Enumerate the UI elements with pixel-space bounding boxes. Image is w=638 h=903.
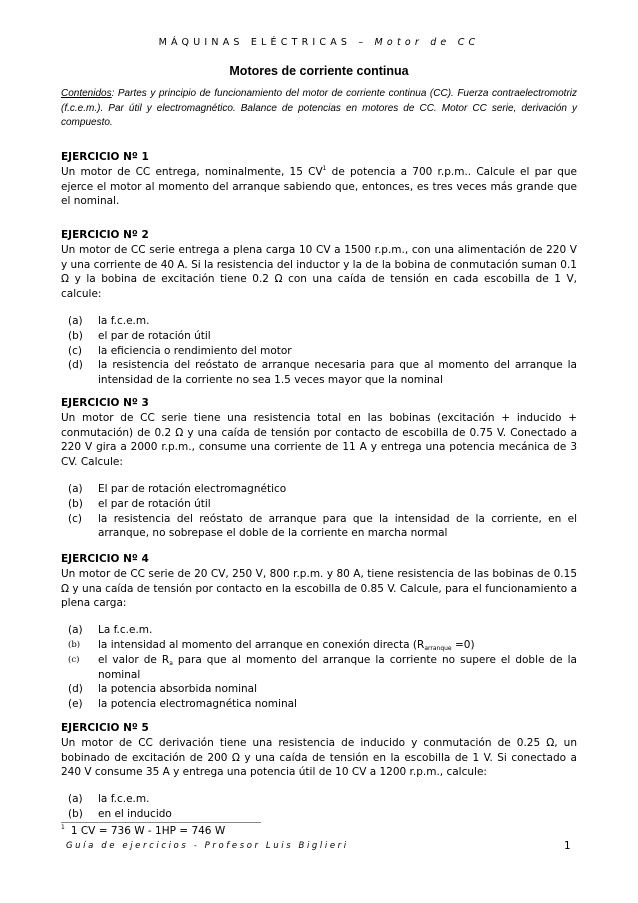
footnote-ref: 1 (322, 164, 327, 172)
item-subscript: arranque (424, 644, 452, 652)
item-text: el par de rotación útil (98, 329, 211, 342)
item-text: la f.c.e.m. (98, 793, 150, 806)
exercise-4-text: Un motor de CC serie de 20 CV, 250 V, 800 r.p.m. y 80 A, tiene resistencia de las bobinas de 0.15 Ω y una caída de tensión por contacto en la escobilla de 0.85 V. Calcule, para el funcionamiento a plena carga: (61, 567, 577, 610)
list-item (68, 638, 577, 653)
exercise-5-title: EJERCICIO Nº 5 (61, 722, 149, 734)
page-header (0, 37, 638, 48)
exercise-5-text: Un motor de CC derivación tiene una resistencia de inducido y conmutación de 0.25 Ω, un bobinado de excitación de 200 Ω y una caída de tensión en la escobilla de 1 V. Si conectado a 240 V consume 35 A y entrega una potencia útil de 10 CV a 1200 r.p.m., calcule: (61, 736, 577, 779)
list-item (68, 653, 577, 683)
footnote-mark: 1 (61, 824, 65, 831)
item-marker: (b) (68, 807, 83, 820)
item-text: la intensidad al momento del arranque en conexión directa (R (98, 638, 425, 651)
footer-guide: Guía de ejercicios - Profesor Luis Biglieri (66, 841, 349, 851)
item-text: la potencia electromagnética nominal (98, 698, 297, 711)
exercise-2 (61, 228, 577, 388)
item-text: la f.c.e.m. (98, 314, 150, 327)
exercise-2-text: Un motor de CC serie entrega a plena carga 10 CV a 1500 r.p.m., con una alimentación de 220 V y una corriente de 40 A. Si la resistencia del inductor y la de la bobina de conmutación suman 0.1 Ω y la bobina de excitación tiene 0.2 Ω con una caída de tensión en cada escobilla de 1 V, calcule: (61, 243, 577, 301)
footnote-text: 1 CV = 736 W - 1HP = 746 W (70, 825, 226, 837)
exercise-5 (61, 721, 577, 822)
list-item (68, 344, 577, 359)
item-text: la resistencia del reóstato de arranque necesaria para que al momento del arranque la intensidad de la corriente no sea 1.5 veces mayor que la nominal (98, 359, 577, 387)
item-marker: (a) (68, 793, 83, 806)
item-text: la potencia absorbida nominal (98, 683, 258, 696)
list-item (68, 512, 577, 542)
exercise-4 (61, 552, 577, 712)
page-number: 1 (564, 840, 571, 852)
exercise-1 (61, 150, 577, 209)
footnote (61, 824, 225, 837)
item-text: el valor de R (98, 653, 170, 666)
exercise-1-title: EJERCICIO Nº 1 (61, 151, 149, 163)
exercise-5-list (61, 792, 577, 822)
contents-text: : Partes y principio de funcionamiento del motor de corriente continua (CC). Fuerza contraelectromotriz (f.c.e.m.). Par útil y electromagnético. Balance de potencias en motores de CC. Motor CC serie, derivación y compuesto. (61, 88, 577, 128)
list-item (68, 697, 577, 712)
exercise-3-list (61, 482, 577, 541)
exercise-2-list (61, 314, 577, 388)
item-subscript: a (169, 659, 173, 667)
header-subject: MÁQUINAS ELÉCTRICAS (158, 37, 352, 48)
contents-label: Contenidos (61, 88, 112, 99)
list-item (68, 497, 577, 512)
item-text-end: para que al momento del arranque la corriente no supere el doble de la nominal (98, 653, 577, 681)
item-marker: (b) (68, 497, 83, 510)
item-marker: (b) (68, 329, 83, 342)
exercise-3-title: EJERCICIO Nº 3 (61, 397, 149, 409)
header-topic: Motor de CC (374, 37, 480, 48)
list-item (68, 358, 577, 388)
list-item (68, 329, 577, 344)
exercise-1-text-b: de potencia a 700 r.p.m.. Calcule el par que ejerce el motor al momento del arranque sabiendo que, entonces, es tres veces más grande que el nominal. (61, 165, 577, 208)
exercise-1-text-a: Un motor de CC entrega, nominalmente, 15 CV (61, 165, 323, 178)
item-marker: (d) (68, 683, 83, 696)
item-marker: (a) (68, 482, 83, 495)
contents-paragraph (61, 87, 577, 131)
item-text: el par de rotación útil (98, 497, 211, 510)
list-item (68, 623, 577, 638)
page-title: Motores de corriente continua (229, 64, 409, 78)
list-item (68, 482, 577, 497)
exercise-3-text: Un motor de CC serie tiene una resistencia total en las bobinas (excitación + inducido + conmutación) de 0.2 Ω y una caída de tensión por contacto de escobilla de 0.75 V. Conectado a 220 V gira a 2000 r.p.m., consume una corriente de 11 A y entrega una potencia mecánica de 3 CV. Calcule: (61, 411, 577, 469)
exercise-2-title: EJERCICIO Nº 2 (61, 229, 149, 241)
item-text: La f.c.e.m. (98, 624, 153, 637)
exercise-1-text (61, 165, 577, 209)
list-item (68, 792, 577, 807)
item-marker: (c) (68, 344, 82, 357)
list-item (68, 314, 577, 329)
item-marker: (e) (68, 698, 83, 711)
exercise-4-title: EJERCICIO Nº 4 (61, 553, 149, 565)
item-text: la resistencia del reóstato de arranque para que la intensidad de la corriente, en el arranque, no sobrepase el doble de la corriente en marcha normal (98, 512, 577, 540)
exercise-4-list (61, 623, 577, 712)
item-marker: (b) (68, 639, 81, 650)
header-separator: – (351, 37, 375, 48)
list-item (68, 682, 577, 697)
item-text: en el inducido (98, 807, 172, 820)
footnote-divider (61, 822, 261, 823)
item-marker: (c) (68, 512, 82, 525)
item-text: El par de rotación electromagnético (98, 482, 287, 495)
item-marker: (a) (68, 314, 83, 327)
item-marker: (c) (68, 654, 80, 665)
item-text: la eficiencia o rendimiento del motor (98, 344, 292, 357)
item-text-end: =0) (451, 638, 475, 651)
item-marker: (d) (68, 359, 83, 372)
exercise-3 (61, 396, 577, 541)
list-item (68, 807, 577, 822)
item-marker: (a) (68, 624, 83, 637)
